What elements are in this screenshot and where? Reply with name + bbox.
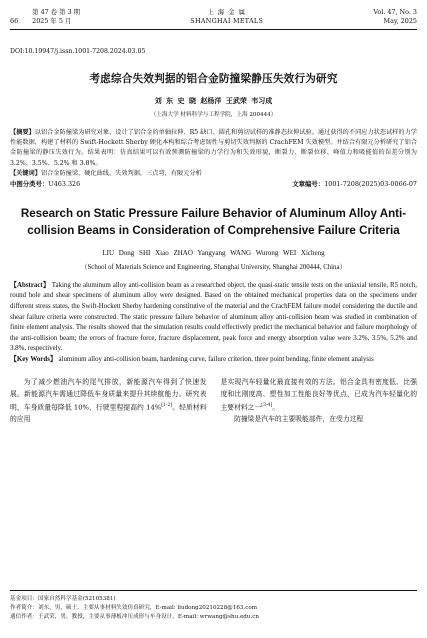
authors-cn: 刘 东 史 晓 赵杨洋 王武荣 韦习成 xyxy=(154,96,273,105)
date-cn: 2025 年 5 月 xyxy=(32,17,72,25)
footnote-corresponding: 通信作者：王武荣，男，教授，主要从事薄板冲压成形与车身设计，E-mail: wrwang@shu.edu.cn xyxy=(10,614,259,620)
keywords-cn xyxy=(10,169,417,179)
abstract-en xyxy=(10,281,417,355)
abstract-cn xyxy=(10,128,417,169)
abstract-label-cn: 【摘要】 xyxy=(10,129,35,136)
body-col2-paragraph2: 防撞梁是汽车的主要吸能部件，在受力过程 xyxy=(234,414,364,423)
body-col1-text: 为了减少燃油汽车的尾气排放，新能源汽车得到了快速发展。新能源汽车需通过降低车身质量来提升其续航能力。研究表明，车身质量每降低 10%，行驶里程提高约 14% xyxy=(10,377,207,411)
body-col2-text: 是实现汽车轻量化最直接有效的方法。铝合金具有密度低、比强度和比刚度高、塑性加工性能良好等优点，已成为汽车轻量化的主要材料之一 xyxy=(220,377,417,411)
classification-row xyxy=(10,179,417,189)
journal-name-en: SHANGHAI METALS xyxy=(190,17,264,25)
header-rule xyxy=(10,29,417,30)
body-col2-tail: 。 xyxy=(272,402,280,411)
affiliation-en: （School of Materials Science and Engineering, Shanghai University, Shanghai 200444, China） xyxy=(80,263,347,271)
keywords-label-en: 【Key Words】 xyxy=(10,355,57,363)
article-label: 文章编号： xyxy=(292,179,325,188)
body-text xyxy=(10,376,417,425)
keywords-text-cn: 铝合金防撞梁，硬化曲线，失效判据，三点弯，有限元分析 xyxy=(40,169,202,177)
abstract-text-en: Taking the aluminum alloy anti-collision beam as a researched object, the quasi-static tensile tests on the uniaxial tensile, R5 notch, round hole and shear specimens of aluminum alloy were designed. Based on the obtained mechanical properties data on the specimens under different stress states, the Swift-Hockett Sherby hardening constitutive of the material and the CrachFEM failure model considering the ductile and shear failure criteria were constructed. The static pressure failure behavior of aluminum alloy anti-collision beam was studied in combination of finite element analysis. The results showed that the simulation results could effectively predict the mechanical behavior and failure morphology of the anti-collision beam; the errors of fracture force, fracture displacement, peak force and energy absorption value were 3.2%, 3.5%, 5.2% and 3.8%, respectively. xyxy=(10,281,417,353)
footnote-fund: 基金项目：国家自然科学基金(52105381) xyxy=(10,596,116,602)
footnotes xyxy=(10,590,417,622)
citation-3-4[interactable]: [3-4] xyxy=(261,402,273,408)
citation-1-2[interactable]: [1-2] xyxy=(161,402,173,408)
volume-issue: 第 47 卷 第 3 期 xyxy=(32,8,81,16)
keywords-en xyxy=(10,355,417,366)
title-cn: 考虑综合失效判据的铝合金防撞梁静压失效行为研究 xyxy=(89,73,338,85)
body-col1-tail: 。轻质材料的应用 xyxy=(10,402,207,423)
doi[interactable]: DOI:10.19947/j.issn.1001-7208.2024.03.05 xyxy=(10,48,146,55)
abstract-text-cn: 以铝合金防撞梁为研究对象，设计了铝合金的单轴拉伸、R5 缺口、圆孔和剪切试样的准静态拉伸试验。通过获得的不同应力状态试样的力学性能数据，构建了材料的 Swift-Hockett Sherby 硬化本构和综合考虑韧性与剪切失效判据的 CrachFEM 失效模型。并结合有限元分析研究了铝合金防撞梁的静压失效行为。结果表明：仿真结果可以有效预测防撞梁的力学行为和失效形貌，断裂力、断裂位移、峰值力和吸能值的误差分别为 3.2%、3.5%、5.2% 和 3.8%。 xyxy=(10,129,417,167)
date-en: May, 2025 xyxy=(383,17,417,25)
article-value: 1001-7208(2025)03-0066-07 xyxy=(324,179,417,188)
title-en: Research on Static Pressure Failure Behavior of Aluminum Alloy Anti-collision Beams in Consideration of Comprehensive Failure Criteria xyxy=(20,206,407,237)
footnote-author: 作者简介：刘东，男，硕士，主要从事材料失效仿真研究，E-mail: liudong20210228@163.com xyxy=(10,605,258,611)
body-column-right xyxy=(221,376,418,425)
keywords-label-cn: 【关键词】 xyxy=(10,169,41,177)
class-label: 中图分类号： xyxy=(10,179,49,188)
keywords-text-en: aluminum alloy anti-collision beam, hardening curve, failure criterion, three point bending, finite element analysis xyxy=(58,355,374,363)
running-header xyxy=(10,8,417,26)
affiliation-cn: （上海大学 材料科学与工程学院，上海 200444） xyxy=(150,112,277,118)
class-value: U463.326 xyxy=(48,179,81,188)
journal-name-cn: 上 海 金 属 xyxy=(207,8,247,16)
page-number: 66 xyxy=(10,17,19,25)
abstract-label-en: 【Abstract】 xyxy=(10,281,50,289)
authors-en: LIU Dong SHI Xiao ZHAO Yangyang WANG Wurong WEI Xicheng xyxy=(102,248,325,257)
body-column-left xyxy=(10,376,207,425)
volume-en: Vol. 47, No. 3 xyxy=(373,8,417,16)
